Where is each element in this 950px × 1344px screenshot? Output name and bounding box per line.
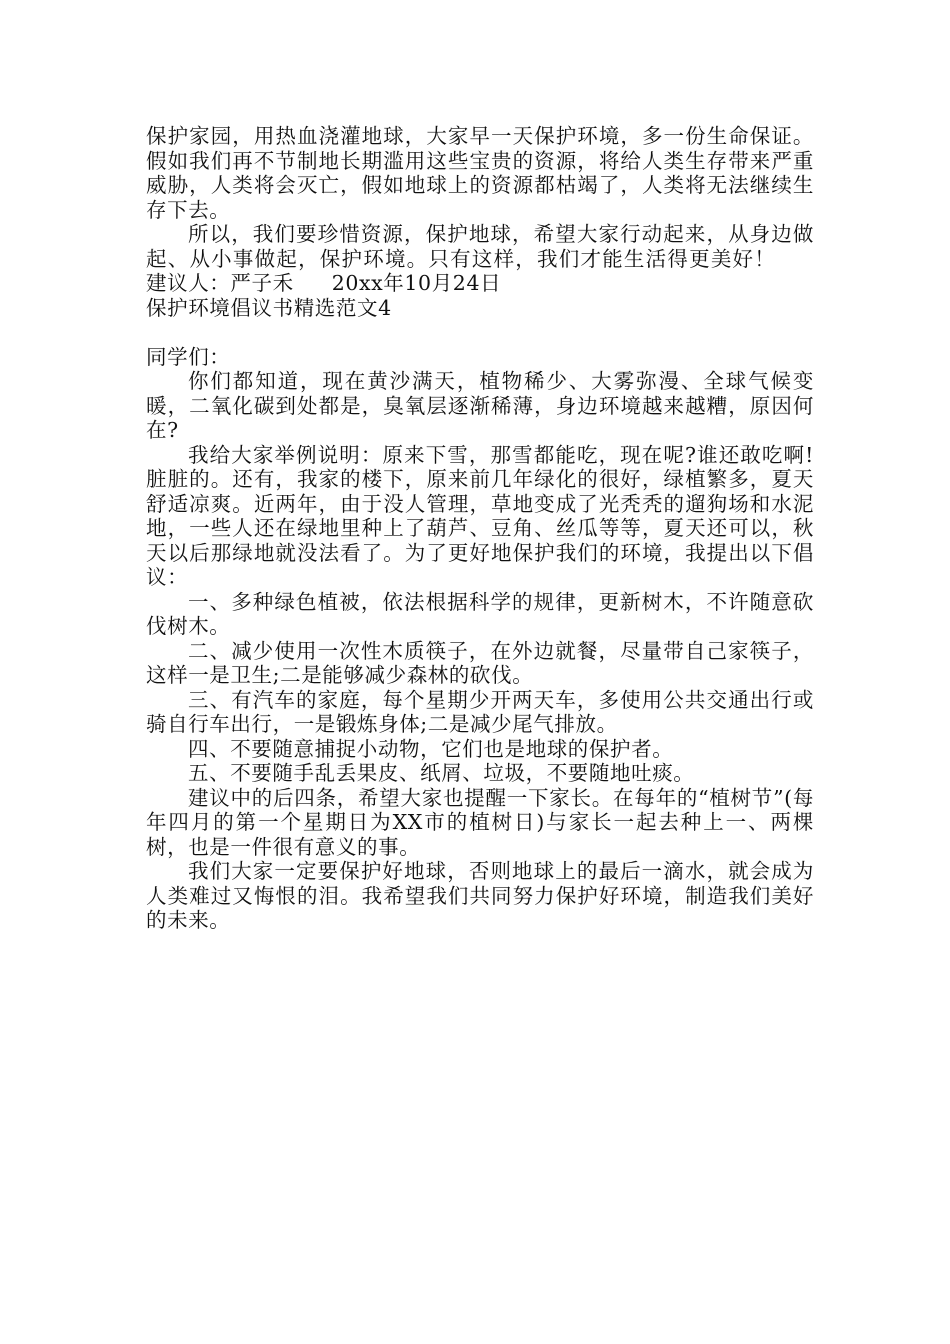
proposal-item-4: 四、不要随意捕捉小动物，它们也是地球的保护者。 [188, 736, 674, 761]
section-title: 保护环境倡议书精选范文4 [146, 295, 392, 320]
proposal-item-2: 二、减少使用一次性木质筷子，在外边就餐，尽量带自己家筷子，这样一是卫生;二是能够减少森林的砍伐。 [146, 638, 814, 687]
greeting: 同学们： [146, 344, 231, 369]
paragraph-closing: 我们大家一定要保护好地球，否则地球上的最后一滴水，就会成为人类难过又悔恨的泪。我希望我们共同努力保护好环境，制造我们美好的未来。 [146, 859, 814, 932]
paragraph-environment: 你们都知道，现在黄沙满天，植物稀少、大雾弥漫、全球气候变暖，二氧化碳到处都是，臭氧层逐渐稀薄，身边环境越来越糟，原因何在? [146, 369, 814, 442]
paragraph-protect-homeland: 保护家园，用热血浇灌地球，大家早一天保护环境，多一份生命保证。假如我们再不节制地长期滥用这些宝贵的资源，将给人类生存带来严重威胁，人类将会灭亡，假如地球上的资源都枯竭了，人类将无法继续生存下去。 [146, 124, 814, 222]
signer-line: 建议人：严子禾 [146, 271, 294, 295]
proposal-item-3: 三、有汽车的家庭，每个星期少开两天车，多使用公共交通出行或骑自行车出行，一是锻炼身体;二是减少尾气排放。 [146, 687, 814, 736]
paragraph-conclusion-text: 所以，我们要珍惜资源，保护地球，希望大家行动起来，从身边做起、从小事做起，保护环境。只有这样，我们才能生活得更美好！ [146, 222, 814, 271]
proposal-item-1: 一、多种绿色植被，依法根据科学的规律，更新树木，不许随意砍伐树木。 [146, 589, 814, 638]
paragraph-parents: 建议中的后四条，希望大家也提醒一下家长。在每年的“植树节”(每年四月的第一个星期日为XX市的植树日)与家长一起去种上一、两棵树，也是一件很有意义的事。 [146, 785, 814, 859]
document-body [146, 124, 814, 933]
paragraph-example: 我给大家举例说明：原来下雪，那雪都能吃，现在呢?谁还敢吃啊!脏脏的。还有，我家的楼下，原来前几年绿化的很好，绿植繁多，夏天舒适凉爽。近两年，由于没人管理，草地变成了光秃秃的遛狗场和水泥地，一些人还在绿地里种上了葫芦、豆角、丝瓜等等，夏天还可以，秋天以后那绿地就没法看了。为了更好地保护我们的环境，我提出以下倡议： [146, 442, 814, 589]
proposal-item-5: 五、不要随手乱丢果皮、纸屑、垃圾，不要随地吐痰。 [188, 761, 695, 785]
date-line: 20xx年10月24日 [331, 271, 502, 295]
blank-line [146, 320, 814, 345]
paragraph-conclusion [146, 222, 814, 296]
